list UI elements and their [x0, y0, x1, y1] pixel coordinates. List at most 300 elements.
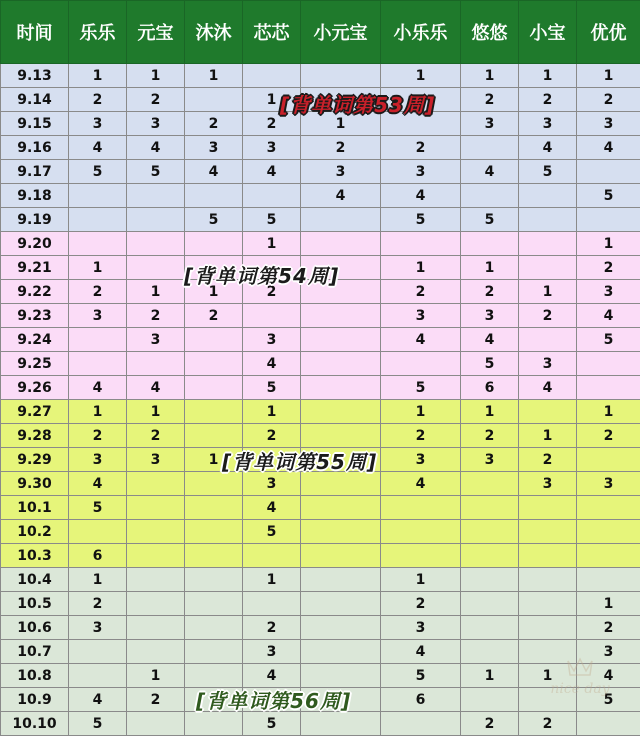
count-cell [127, 352, 185, 376]
header-student: 芯芯 [243, 1, 301, 64]
count-cell [243, 544, 301, 568]
count-cell [301, 304, 381, 328]
count-cell [301, 64, 381, 88]
count-cell [185, 328, 243, 352]
count-cell: 2 [243, 280, 301, 304]
count-cell [461, 136, 519, 160]
count-cell: 5 [69, 496, 127, 520]
count-cell: 3 [127, 328, 185, 352]
count-cell [301, 424, 381, 448]
count-cell: 1 [301, 112, 381, 136]
count-cell [69, 664, 127, 688]
header-student: 元宝 [127, 1, 185, 64]
count-cell: 4 [185, 160, 243, 184]
count-cell: 5 [381, 376, 461, 400]
count-cell: 2 [461, 424, 519, 448]
count-cell [461, 232, 519, 256]
count-cell: 2 [243, 616, 301, 640]
table-row [1, 136, 640, 160]
count-cell [127, 616, 185, 640]
count-cell [301, 520, 381, 544]
count-cell: 4 [301, 184, 381, 208]
count-cell: 2 [185, 112, 243, 136]
table-row [1, 304, 640, 328]
count-cell [185, 496, 243, 520]
count-cell: 2 [519, 712, 577, 736]
count-cell: 3 [381, 616, 461, 640]
count-cell: 1 [381, 400, 461, 424]
count-cell [577, 568, 640, 592]
count-cell: 4 [243, 352, 301, 376]
count-cell: 1 [519, 664, 577, 688]
count-cell: 5 [243, 376, 301, 400]
count-cell [461, 688, 519, 712]
count-cell: 1 [185, 280, 243, 304]
count-cell: 4 [243, 160, 301, 184]
date-cell: 9.29 [1, 448, 69, 472]
count-cell: 2 [127, 424, 185, 448]
count-cell [127, 496, 185, 520]
count-cell [461, 544, 519, 568]
count-cell [519, 592, 577, 616]
count-cell: 2 [519, 88, 577, 112]
count-cell: 2 [69, 88, 127, 112]
count-cell: 1 [519, 64, 577, 88]
date-cell: 9.25 [1, 352, 69, 376]
count-cell: 1 [127, 64, 185, 88]
count-cell: 2 [243, 112, 301, 136]
count-cell: 1 [461, 256, 519, 280]
count-cell [577, 208, 640, 232]
date-cell: 10.7 [1, 640, 69, 664]
count-cell: 3 [185, 136, 243, 160]
table-row [1, 592, 640, 616]
count-cell: 4 [577, 304, 640, 328]
date-cell: 9.23 [1, 304, 69, 328]
date-cell: 9.22 [1, 280, 69, 304]
count-cell [127, 184, 185, 208]
count-cell [185, 184, 243, 208]
count-cell: 2 [577, 256, 640, 280]
count-cell: 2 [461, 280, 519, 304]
svg-text:nice day: nice day [550, 681, 610, 697]
count-cell: 3 [243, 472, 301, 496]
table-body [1, 64, 640, 736]
count-cell [301, 328, 381, 352]
count-cell [301, 568, 381, 592]
count-cell [127, 592, 185, 616]
week-54-banner: [背单词第54周] [184, 264, 340, 288]
date-cell: 9.26 [1, 376, 69, 400]
count-cell [381, 544, 461, 568]
count-cell [185, 520, 243, 544]
table-row [1, 232, 640, 256]
count-cell: 2 [381, 592, 461, 616]
count-cell [381, 712, 461, 736]
count-cell: 5 [519, 160, 577, 184]
table-row [1, 496, 640, 520]
count-cell: 3 [69, 616, 127, 640]
date-cell: 9.20 [1, 232, 69, 256]
count-cell [381, 520, 461, 544]
count-cell [301, 640, 381, 664]
count-cell [185, 232, 243, 256]
count-cell [519, 568, 577, 592]
header-student: 悠悠 [461, 1, 519, 64]
count-cell: 1 [519, 280, 577, 304]
count-cell: 1 [577, 400, 640, 424]
count-cell [301, 352, 381, 376]
count-cell: 4 [127, 376, 185, 400]
count-cell [519, 400, 577, 424]
count-cell [461, 640, 519, 664]
count-cell [127, 256, 185, 280]
count-cell [519, 184, 577, 208]
count-cell [243, 592, 301, 616]
count-cell: 2 [461, 712, 519, 736]
count-cell: 4 [577, 136, 640, 160]
count-cell: 4 [243, 496, 301, 520]
count-cell [461, 472, 519, 496]
count-cell: 2 [69, 280, 127, 304]
count-cell [185, 568, 243, 592]
count-cell [577, 520, 640, 544]
date-cell: 9.18 [1, 184, 69, 208]
count-cell: 1 [461, 400, 519, 424]
date-cell: 9.27 [1, 400, 69, 424]
table-row [1, 328, 640, 352]
count-cell [577, 448, 640, 472]
count-cell: 3 [69, 112, 127, 136]
count-cell [243, 184, 301, 208]
count-cell: 1 [69, 568, 127, 592]
count-cell: 1 [243, 400, 301, 424]
header-row [1, 1, 640, 64]
count-cell [301, 472, 381, 496]
count-cell: 3 [381, 160, 461, 184]
table-row [1, 616, 640, 640]
count-cell: 1 [577, 232, 640, 256]
count-cell: 3 [381, 304, 461, 328]
count-cell: 3 [127, 448, 185, 472]
date-cell: 9.30 [1, 472, 69, 496]
table-row [1, 208, 640, 232]
header-student: 沐沐 [185, 1, 243, 64]
count-cell [461, 616, 519, 640]
count-cell: 4 [519, 376, 577, 400]
count-cell: 1 [381, 256, 461, 280]
week-56-banner: [背单词第56周] [196, 689, 352, 713]
count-cell: 5 [381, 208, 461, 232]
count-cell [127, 520, 185, 544]
count-cell: 1 [243, 232, 301, 256]
count-cell: 2 [519, 304, 577, 328]
date-cell: 10.5 [1, 592, 69, 616]
count-cell: 4 [127, 136, 185, 160]
count-cell: 2 [127, 688, 185, 712]
count-cell [577, 376, 640, 400]
count-cell: 1 [127, 280, 185, 304]
header-student: 乐乐 [69, 1, 127, 64]
count-cell: 3 [69, 448, 127, 472]
table-row [1, 472, 640, 496]
count-cell [185, 400, 243, 424]
count-cell: 4 [69, 688, 127, 712]
count-cell [519, 544, 577, 568]
count-cell [185, 376, 243, 400]
table-row [1, 160, 640, 184]
count-cell: 1 [243, 568, 301, 592]
count-cell: 6 [381, 688, 461, 712]
week-55-banner: [背单词第55周] [222, 450, 378, 474]
count-cell: 3 [461, 304, 519, 328]
table-row [1, 352, 640, 376]
count-cell: 2 [127, 88, 185, 112]
count-cell [185, 424, 243, 448]
count-cell: 3 [461, 112, 519, 136]
count-cell [185, 664, 243, 688]
count-cell [577, 160, 640, 184]
count-cell [301, 376, 381, 400]
count-cell [185, 712, 243, 736]
count-cell: 5 [461, 208, 519, 232]
count-cell: 3 [127, 112, 185, 136]
date-cell: 10.4 [1, 568, 69, 592]
count-cell [127, 640, 185, 664]
count-cell [519, 256, 577, 280]
count-cell [301, 544, 381, 568]
table-row [1, 400, 640, 424]
count-cell: 2 [127, 304, 185, 328]
date-cell: 9.15 [1, 112, 69, 136]
count-cell: 5 [461, 352, 519, 376]
count-cell [127, 568, 185, 592]
count-cell: 2 [461, 88, 519, 112]
count-cell [127, 472, 185, 496]
header-student: 小元宝 [301, 1, 381, 64]
header-date: 时间 [1, 1, 69, 64]
count-cell: 1 [519, 424, 577, 448]
count-cell [301, 400, 381, 424]
count-cell [301, 592, 381, 616]
count-cell: 3 [301, 160, 381, 184]
count-cell [69, 208, 127, 232]
count-cell: 1 [243, 88, 301, 112]
table-row [1, 64, 640, 88]
count-cell: 4 [381, 472, 461, 496]
count-cell: 2 [577, 616, 640, 640]
date-cell: 9.21 [1, 256, 69, 280]
count-cell [69, 232, 127, 256]
date-cell: 10.1 [1, 496, 69, 520]
count-cell [381, 496, 461, 520]
count-cell [69, 520, 127, 544]
count-cell [519, 232, 577, 256]
count-cell [301, 232, 381, 256]
count-cell [243, 304, 301, 328]
count-cell: 1 [185, 448, 243, 472]
count-cell [185, 640, 243, 664]
count-cell: 2 [381, 280, 461, 304]
count-cell: 5 [243, 712, 301, 736]
count-cell: 3 [243, 328, 301, 352]
count-cell: 1 [127, 664, 185, 688]
count-cell [577, 496, 640, 520]
header-student: 小宝 [519, 1, 577, 64]
count-cell [519, 520, 577, 544]
count-cell: 1 [461, 664, 519, 688]
count-cell: 2 [381, 136, 461, 160]
header-student: 小乐乐 [381, 1, 461, 64]
count-cell: 5 [69, 712, 127, 736]
table-row [1, 568, 640, 592]
count-cell [243, 64, 301, 88]
date-cell: 9.14 [1, 88, 69, 112]
count-cell: 4 [519, 136, 577, 160]
table-row [1, 712, 640, 736]
count-cell: 1 [381, 64, 461, 88]
count-cell: 2 [577, 424, 640, 448]
count-cell: 3 [577, 472, 640, 496]
count-cell: 3 [519, 472, 577, 496]
count-cell: 4 [577, 664, 640, 688]
count-cell: 5 [381, 664, 461, 688]
count-cell: 5 [243, 520, 301, 544]
count-cell [185, 616, 243, 640]
count-cell [69, 184, 127, 208]
count-cell: 2 [243, 424, 301, 448]
date-cell: 9.19 [1, 208, 69, 232]
count-cell: 1 [69, 256, 127, 280]
table-row [1, 424, 640, 448]
count-cell: 2 [381, 424, 461, 448]
date-cell: 10.3 [1, 544, 69, 568]
count-cell: 3 [577, 640, 640, 664]
count-cell: 5 [243, 208, 301, 232]
count-cell [301, 712, 381, 736]
count-cell: 1 [69, 400, 127, 424]
table-row [1, 544, 640, 568]
count-cell [577, 712, 640, 736]
count-cell: 4 [69, 376, 127, 400]
date-cell: 9.17 [1, 160, 69, 184]
count-cell: 3 [577, 280, 640, 304]
count-cell: 1 [577, 64, 640, 88]
count-cell [577, 352, 640, 376]
count-cell [301, 496, 381, 520]
count-cell: 2 [69, 424, 127, 448]
date-cell: 9.24 [1, 328, 69, 352]
table-row [1, 376, 640, 400]
count-cell: 4 [461, 160, 519, 184]
week-53-banner: [背单词第53周] [280, 93, 436, 117]
date-cell: 9.28 [1, 424, 69, 448]
count-cell: 5 [577, 184, 640, 208]
count-cell [301, 616, 381, 640]
date-cell: 10.9 [1, 688, 69, 712]
watermark-logo [540, 655, 620, 705]
count-cell [301, 208, 381, 232]
count-cell [381, 232, 461, 256]
date-cell: 10.10 [1, 712, 69, 736]
count-cell [519, 496, 577, 520]
count-cell: 3 [243, 136, 301, 160]
count-cell: 1 [185, 64, 243, 88]
count-cell: 2 [69, 592, 127, 616]
count-cell [69, 640, 127, 664]
count-cell: 1 [577, 592, 640, 616]
header-student: 优优 [577, 1, 640, 64]
count-cell: 3 [577, 112, 640, 136]
count-cell: 6 [69, 544, 127, 568]
count-cell [519, 328, 577, 352]
table-row [1, 184, 640, 208]
count-cell [185, 472, 243, 496]
count-cell [461, 592, 519, 616]
count-cell: 3 [519, 112, 577, 136]
count-cell [461, 520, 519, 544]
table-row [1, 520, 640, 544]
date-cell: 9.16 [1, 136, 69, 160]
count-cell: 4 [69, 472, 127, 496]
count-cell [301, 664, 381, 688]
count-cell: 5 [69, 160, 127, 184]
count-cell: 6 [461, 376, 519, 400]
count-cell: 1 [461, 64, 519, 88]
count-cell: 2 [301, 136, 381, 160]
count-cell [127, 712, 185, 736]
count-cell [69, 352, 127, 376]
count-cell: 3 [69, 304, 127, 328]
count-cell: 1 [381, 568, 461, 592]
count-cell: 4 [381, 328, 461, 352]
date-cell: 10.6 [1, 616, 69, 640]
count-cell: 3 [243, 640, 301, 664]
count-cell: 2 [577, 88, 640, 112]
count-cell: 5 [185, 208, 243, 232]
count-cell [519, 616, 577, 640]
count-cell [461, 568, 519, 592]
count-cell: 4 [381, 184, 461, 208]
count-cell [185, 88, 243, 112]
count-cell: 5 [127, 160, 185, 184]
count-cell: 4 [243, 664, 301, 688]
count-cell [185, 544, 243, 568]
count-cell: 3 [519, 352, 577, 376]
count-cell: 2 [185, 304, 243, 328]
count-cell: 2 [519, 448, 577, 472]
count-cell [519, 208, 577, 232]
count-cell: 3 [381, 448, 461, 472]
count-cell [127, 544, 185, 568]
date-cell: 9.13 [1, 64, 69, 88]
count-cell [381, 352, 461, 376]
count-cell: 4 [461, 328, 519, 352]
count-cell: 4 [381, 640, 461, 664]
count-cell: 5 [577, 688, 640, 712]
date-cell: 10.2 [1, 520, 69, 544]
count-cell [127, 208, 185, 232]
count-cell [461, 496, 519, 520]
count-cell [127, 232, 185, 256]
count-cell: 3 [461, 448, 519, 472]
count-cell [577, 544, 640, 568]
count-cell: 1 [69, 64, 127, 88]
date-cell: 10.8 [1, 664, 69, 688]
count-cell: 4 [69, 136, 127, 160]
count-cell [185, 352, 243, 376]
count-cell [185, 592, 243, 616]
